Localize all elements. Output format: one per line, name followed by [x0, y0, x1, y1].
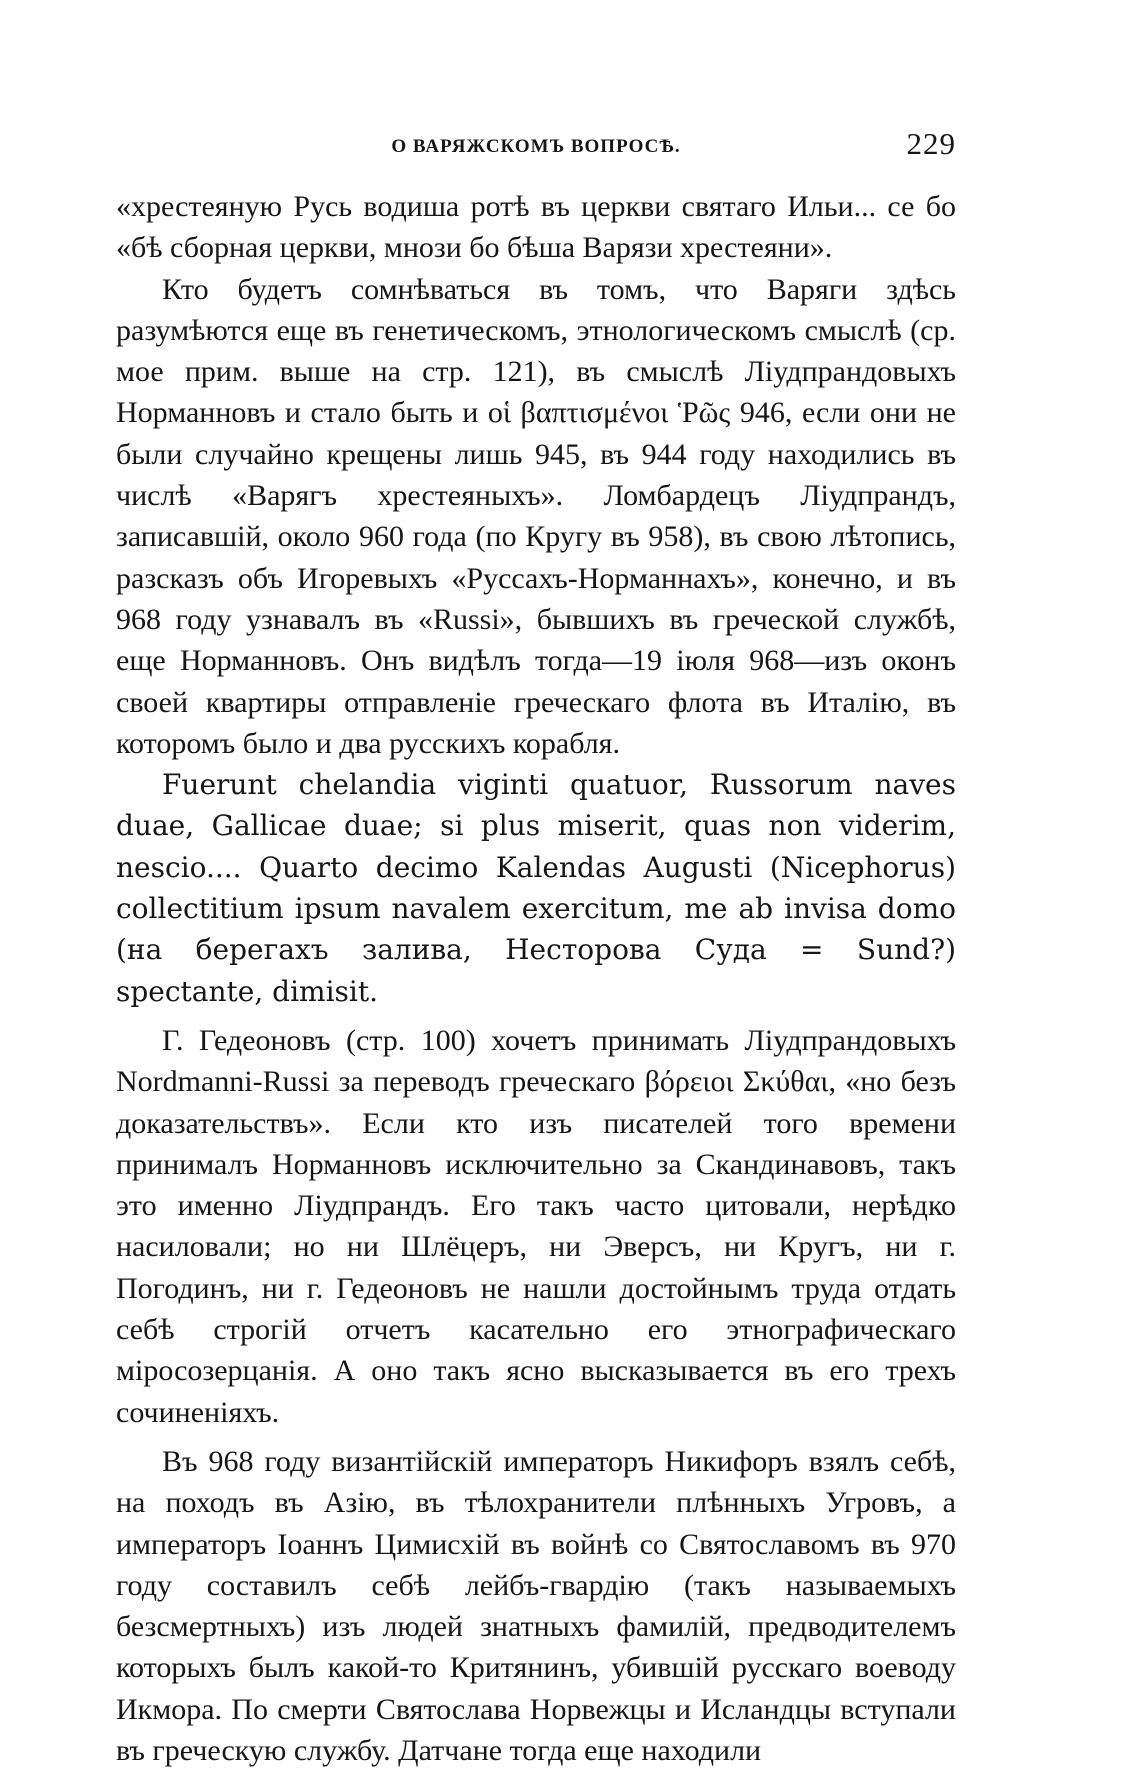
body-text	[116, 186, 956, 1771]
page-header	[116, 126, 956, 170]
running-title: О ВАРЯЖСКОМЪ ВОПРОСѢ.	[391, 136, 681, 157]
paragraph-latin-quote: Fuerunt chelandia viginti quatuor, Russorum naves duae, Gallicae duae; si plus miserit, quas non viderim, nescio.... Quarto decimo Kalendas Augusti (Nicephorus) collectitium ipsum navalem exercitum, me ab invisa domo (на берегахъ залива, Несторова Суда = Sund?) spectante, dimisit.	[116, 768, 956, 1008]
paragraph-gedeonov: Г. Гедеоновъ (стр. 100) хочетъ принимать Ліудпрандовыхъ Nordmanni-Russi за переводъ греческаго βόρειοι Σκύθαι, «но безъ доказательствъ». Если кто изъ писателей того времени принималъ Норманновъ исключительно за Скандинавовъ, такъ это именно Ліудпрандъ. Его такъ часто цитовали, нерѣдко насиловали; но ни Шлёцеръ, ни Эверсъ, ни Кругъ, ни г. Погодинъ, ни г. Гедеоновъ не нашли достойнымъ труда отдать себѣ строгій отчетъ касательно его этнографическаго міросозерцанія. А оно такъ ясно высказывается въ его трехъ сочиненіяхъ.	[116, 1023, 956, 1429]
paragraph-byzantine-guard: Въ 968 году византійскій императоръ Никифоръ взялъ себѣ, на походъ въ Азію, въ тѣлохранители плѣнныхъ Угровъ, а императоръ Іоаннъ Цимисхій въ войнѣ со Святославомъ въ 970 году составилъ себѣ лейбъ-гвардію (такъ называемыхъ безсмертныхъ) изъ людей знатныхъ фамилій, предводителемъ которыхъ былъ какой-то Критянинъ, убившій русскаго воеводу Икмора. По смерти Святослава Норвежцы и Исландцы вступали въ греческую службу. Датчане тогда еще находили	[116, 1444, 956, 1767]
paragraph-quote-continuation: «хрестеяную Русь водиша ротѣ въ церкви святаго Ильи... се бо «бѣ сборная церкви, мнози бо бѣша Варязи хрестеяни».	[116, 190, 956, 265]
page-number: 229	[906, 126, 956, 161]
paragraph-varangians: Кто будетъ сомнѣваться въ томъ, что Варяги здѣсь разумѣются еще въ генетическомъ, этнологическомъ смыслѣ (ср. мое прим. выше на стр. 121), въ смыслѣ Ліудпрандовыхъ Норманновъ и стало быть и οἱ βαπτισμένοι Ῥῶς 946, если они не были случайно крещены лишь 945, въ 944 году находились въ числѣ «Варягъ хрестеяныхъ». Ломбардецъ Ліудпрандъ, записавшій, около 960 года (по Кругу въ 958), въ свою лѣтопись, разсказъ объ Игоревыхъ «Руссахъ-Норманнахъ», конечно, и въ 968 году узнавалъ въ «Russi», бывшихъ въ греческой службѣ, еще Норманновъ. Онъ видѣлъ тогда—19 іюля 968—изъ оконъ своей квартиры отправленіе греческаго флота въ Италію, въ которомъ было и два русскихъ корабля.	[116, 272, 956, 760]
